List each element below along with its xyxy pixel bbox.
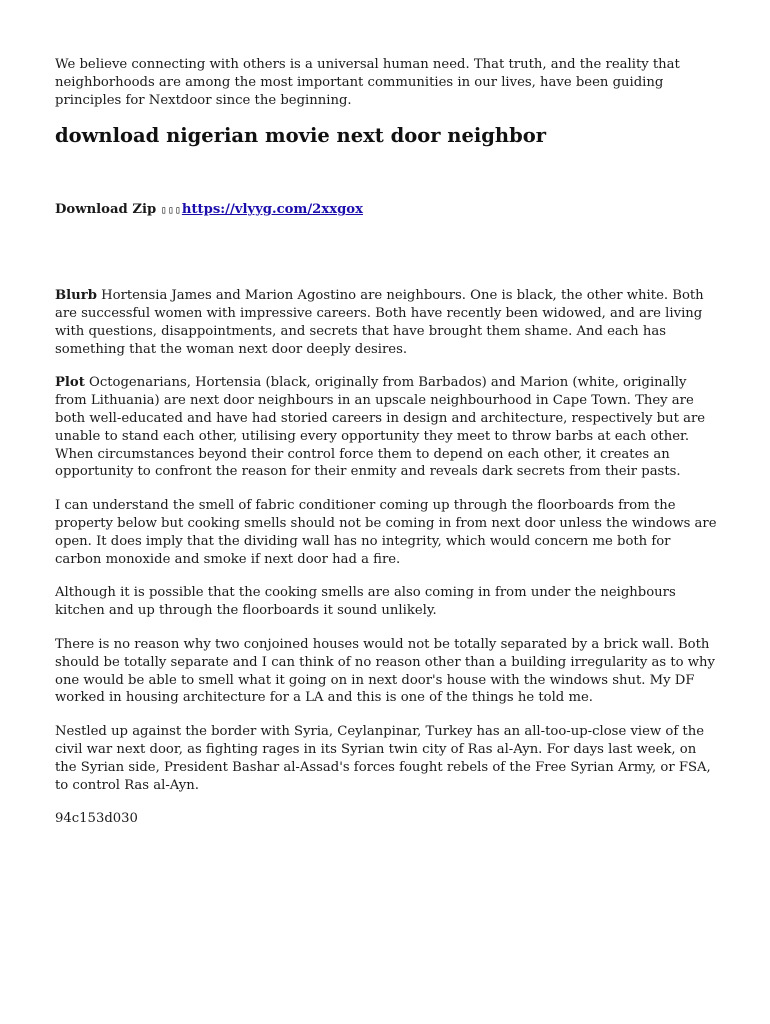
download-label: Download Zip bbox=[55, 202, 157, 218]
page-title: download nigerian movie next door neighbor bbox=[55, 124, 546, 148]
body-paragraph-syria: Nestled up against the border with Syria, Ceylanpinar, Turkey has an all-too-up-close view of the civil war next door, as fighting rages in its Syrian twin city of Ras al-Ayn. For days last week, on the Syrian side, President Bashar al-Assad's forces fought rebels of the Free Syrian Army, or FSA, to control Ras al-Ayn. bbox=[55, 724, 711, 793]
body-paragraph-floorboards: Although it is possible that the cooking smells are also coming in from under the neighbours kitchen and up through the floorboards it sound unlikely. bbox=[55, 585, 676, 619]
document-page bbox=[55, 56, 717, 828]
blurb-text: Hortensia James and Marion Agostino are neighbours. One is black, the other white. Both are successful women with impressive careers. Both have recently been widowed, and are living with questions, disappointments, and secrets that have brought them shame. And each has something that the woman next door deeply desires. bbox=[55, 288, 704, 357]
hash-code: 94c153d030 bbox=[55, 811, 138, 827]
plot-text: Octogenarians, Hortensia (black, originally from Barbados) and Marion (white, originally from Lithuania) are next door neighbours in an upscale neighbourhood in Cape Town. They are both well-educated and have had storied careers in design and architecture, respectively but are unable to stand each other, utilising every opportunity they meet to throw barbs at each other. When circumstances beyond their control force them to depend on each other, it creates an opportunity to confront the reason for their enmity and reveals dark secrets from their pasts. bbox=[55, 375, 706, 480]
plot-lead: Plot bbox=[55, 375, 85, 391]
blurb-lead: Blurb bbox=[55, 288, 97, 304]
body-paragraph-smell: I can understand the smell of fabric conditioner coming up through the floorboards from the property below but cooking smells should not be coming in from next door unless the windows are open. It does imply that the dividing wall has no integrity, which would concern me both for carbon monoxide and smoke if next door had a fire. bbox=[55, 498, 717, 567]
placeholder-glyphs: ▯▯▯ bbox=[160, 205, 182, 217]
download-link[interactable]: https://vlyyg.com/2xxgox bbox=[181, 202, 363, 218]
blurb-paragraph bbox=[55, 287, 717, 358]
body-paragraph-brick-wall: There is no reason why two conjoined houses would not be totally separated by a brick wall. Both should be totally separate and I can think of no reason other than a building irregularity as to why one would be able to smell what it going on in next door's house with the windows shut. My DF worked in housing architecture for a LA and this is one of the things he told me. bbox=[55, 636, 715, 706]
intro-paragraph: We believe connecting with others is a universal human need. That truth, and the reality that neighborhoods are among the most important communities in our lives, have been guiding principles for Nextdoor since the beginning. bbox=[55, 57, 680, 108]
download-line bbox=[55, 201, 717, 220]
plot-paragraph bbox=[55, 374, 717, 481]
